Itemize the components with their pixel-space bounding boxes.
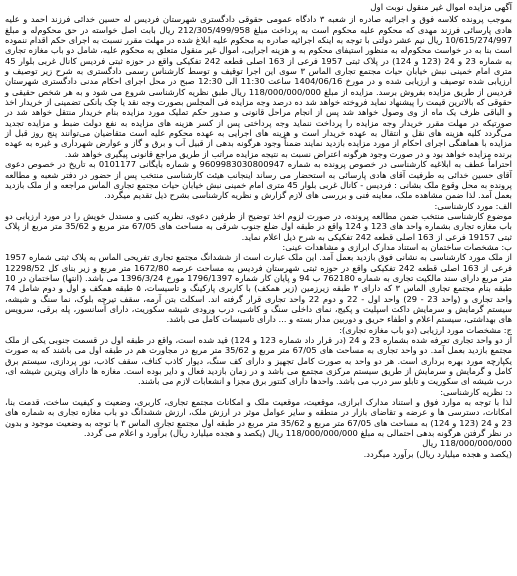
section-text-units: از دو واحد تجاری تعرفه شده بشماره 23 و 24 (در قرار داد شماره 123 و 124) قید شده است، واقع در طبقه اول در قسمت جنوبی یکی از ملک مجتمع بازدید بعمل آمد. دو واحد تجاری به مساحت های 67/05 متر مربع و 35/62 متر مربع در مجاورت هم در طبقه اول می باشند که به صورت یکپارچه مورد بهره برداری است. هر دو واحد به صورت کامل تجهیز و دارای کف سنگ، دیوار کاذب کناف، سقف کاذب، نور پردازی، سیستم برق کامل و گرمایش و سرمایش از طریق سیستم مرکزی مجتمع می باشد و در زمان بازدید فعال و دایر بوده است. مغازه ها دارای ویترین شیشه ای، درب شیشه ای سکوریت و تابلو سر درب می باشد. واحدها دارای کنتور برق مجزا و انشعابات لازم می باشند. (5, 335, 513, 387)
total-value: 118/000/000/000 ریال (422, 438, 512, 449)
notice-title: آگهی مزایده اموال غیر منقول نوبت اول (370, 3, 512, 13)
section-heading-building: ب: مشخصات ساختمان به استناد مدارک ابرازی و مشاهدات عینی: (282, 241, 512, 252)
section-heading-units: ج: مشخصات مورد ارزیابی (دو باب مغازه تجاری): (339, 324, 512, 335)
section-heading-subject: الف: مورد کارشناسی: (434, 200, 512, 211)
expert-report-intro: احتراماً عطف به ابلاغیه کارشناسی در خصوص پرونده به شماره 9609983030800947 و شماره بایگانی 0101177 به تاریخ در خصوص دعوی آقای حسین خدائی به طرفیت آقای هادی پارسائی به استحضار می رساند اینجانب هیئت کارشناسی منتخب پس از حضور در دفتر شعبه و مطالعه پرونده به محل وقوع ملک بشانی : فردیس - کانال غربی بلوار 45 متری امام خمینی نبش خیابان حیات مجتمع تجاری الماس مراجعه و از ملک بازدید بعمل آمد. لذا ضمن مشاهده ملک، معاینه فنی و بررسی های لازم گزارش و نظریه کارشناسی بشرح ذیل تقدیم میگردد. (5, 159, 513, 201)
section-text-subject: موضوع کارشناسی منتخب ضمن مطالعه پرونده، در صورت لزوم اخذ توضیح از طرفین دعوی، نظریه کتبی و مستدل خویش را در مورد ارزیابی دو باب مغازه تجاری بشماره واحد های 123 و 124 واقع در طبقه اول ضلع جنوب شرقی به مساحت های 67/05 متر مربع و 35/62 متر مربع از پلاک ثبتی 19157 فرعی از 163 اصلی قطعه 242 تفکیکی به شرح ذیل اعلام نماید. (5, 210, 512, 242)
section-text-opinion: لذا با توجه به موارد فوق و استناد مدارک ابرازی، موقعیت، موقعیت ملک و امکانات مجتمع تجاری، کاربری، وضعیت و کیفیت ساخت، قدمت بنا، امکانات، دسترسی ها و عرضه و تقاضای بازار در منطقه و سایر عوامل موثر در ارزش ملک، ارزش ششدانگ دو باب مغازه تجاری به شماره های 23 و 24 (123 و 124) به مساحت های 67/05 متر مربع و 35/62 متر مربع در طبقه اول مجتمع تجاری الماس ۳ با توجه به وضعیت موجود و بدون در نظر گرفتن هرگونه بدهی احتمالی به مبلغ 118/000/000/000 ریال (یکصد و هجده میلیارد ریال) برآورد و اعلام می گردد. (5, 397, 512, 439)
closing-line: (یکصد و هجده میلیارد ریال) برآورد میگردد. (363, 448, 512, 459)
section-heading-opinion: د: نظریه کارشناسی: (440, 386, 512, 397)
section-text-building: از ملک مورد کارشناسی به نشانی فوق بازدید بعمل آمد. این ملک عبارت است از ششدانگ مجتمع تجاری تفریحی الماس به پلاک ثبتی شماره 1957 فرعی از 163 اصلی قطعه 242 تفکیکی واقع در حوزه ثبتی شهرستان فردیس به مساحت عرصه 1672/80 متر مربع و زیر بنای کل 12298/52 متر مربع دارای سند مالکیت تجاری به شماره 762180 ب 94 و پایان کار شماره 1796/1397 مورخ 1396/3/24 می باشد. (انتها) ساختمان در 10 طبقه بنام مجتمع تجاری الماس ۳ که دارای ۳ طبقه زیرزمین (زیر همکف) با کاربری پارکینگ و تاسیسات، ۵ طبقه همکف و اول و دوم شامل 74 واحد تجاری و (واحد 23 - 29) واحد اول - 22 و دوم 22 واحد تجاری قرار گرفته اند. اسکلت بتن آرمه، سقف تیرچه بلوک، نما سنگ و شیشه، سیستم گرمایش و سرمایش داکت اسپلیت و پکیج، نمای داخلی سنگ و کاشی، درب ورودی شیشه سکوریت، دارای آسانسور، پله برقی، سرویس های بهداشتی، سیستم اعلام و اطفاء حریق و دوربین مدار بسته و ... دارای تاسیسات کامل می باشد. (5, 252, 513, 325)
notice-intro-paragraph: بموجب پرونده کلاسه فوق و اجرائیه صادره از شعبه ۳ دادگاه عمومی حقوقی دادگستری شهرستان فردیس له حسین خدائی فرزند احمد و علیه هادی پارسائی فرزند مهدی که محکوم علیه محکوم است به پرداخت مبلغ 212/305/499/958 ریال بابت اصل خواسته در حق محکوم‌له و مبلغ 10/615/274/997 ریال نیم عشر دولتی با توجه به اینکه اجرائیه صادره به محکوم علیه ابلاغ شده در مهلت مقرر نسبت به اجرای حکم اقدام ننموده است بنا به در خواست محکوم‌له به منظور استیفای محکوم به و هزینه اجرایی، اموال غیر منقول متعلق به محکوم علیه، شامل دو باب مغازه تجاری به شماره 23 و 24 (123 و 124) در پلاک ثبتی 1957 فرعی از 163 اصلی قطعه 242 تفکیکی واقع در حوزه ثبتی فردیس کانال غربی بلوار 45 متری امام خمینی نبش خیابان حیات مجتمع تجاری الماس ۳ سوی این اجرا توقیف و توسط کارشناس رسمی دادگستری به شرح زیر توصیف و ارزیابی شده توصیف و ارزیابی شده و در مورخ 1404/06/16 ساعت 11:30 الی 12:30 صبح در محل اجرای احکام مدنی دادگستری شهرستان فردیس از طریق مزایده بفروش برسد. مزایده از مبلغ 118/000/000/000 ریال طبق نظریه کارشناسی شروع می شود و به هر شخص حقیقی و حقوقی که بالاترین قیمت را پیشنهاد نماید فروخته خواهد شد ده درصد وجه مزایده فی المجلس بصورت وجه نقد یا چک بانکی تضمینی از خریدار اخذ و الباقی ظرف یک ماه از وی وصول خواهد شد پس از انجام مراحل قانونی و صدور حکم تملیک مورد مزایده بنام خریدار منتقل خواهد شد در صورتیکه در مهلت مقرر خریدار وجه مزایده را پرداخت ننماید وجه پرداختی پس از کسر هزینه های مزایده به نفع دولت ضبط و مزایده تجدید می‌گردد کلیه هزینه های نقل و انتقال به عهده خریدار است و هزینه های اجرایی به عهده محکوم علیه است متقاضیان می‌توانند پنج روز قبل از مزایده با هماهنگی اجرای احکام از مورد مزایده بازدید نمایند ضمناً وجود هرگونه بدهی از قبیل آب و برق و گاز و عوارض شهرداری و غیره به عهده برنده مزایده خواهد بود و در صورت وجود هرگونه اعتراض نسبت به نتیجه مزایده مراتب از طریق مراجع قانونی پیگیری خواهد شد. (5, 14, 512, 159)
